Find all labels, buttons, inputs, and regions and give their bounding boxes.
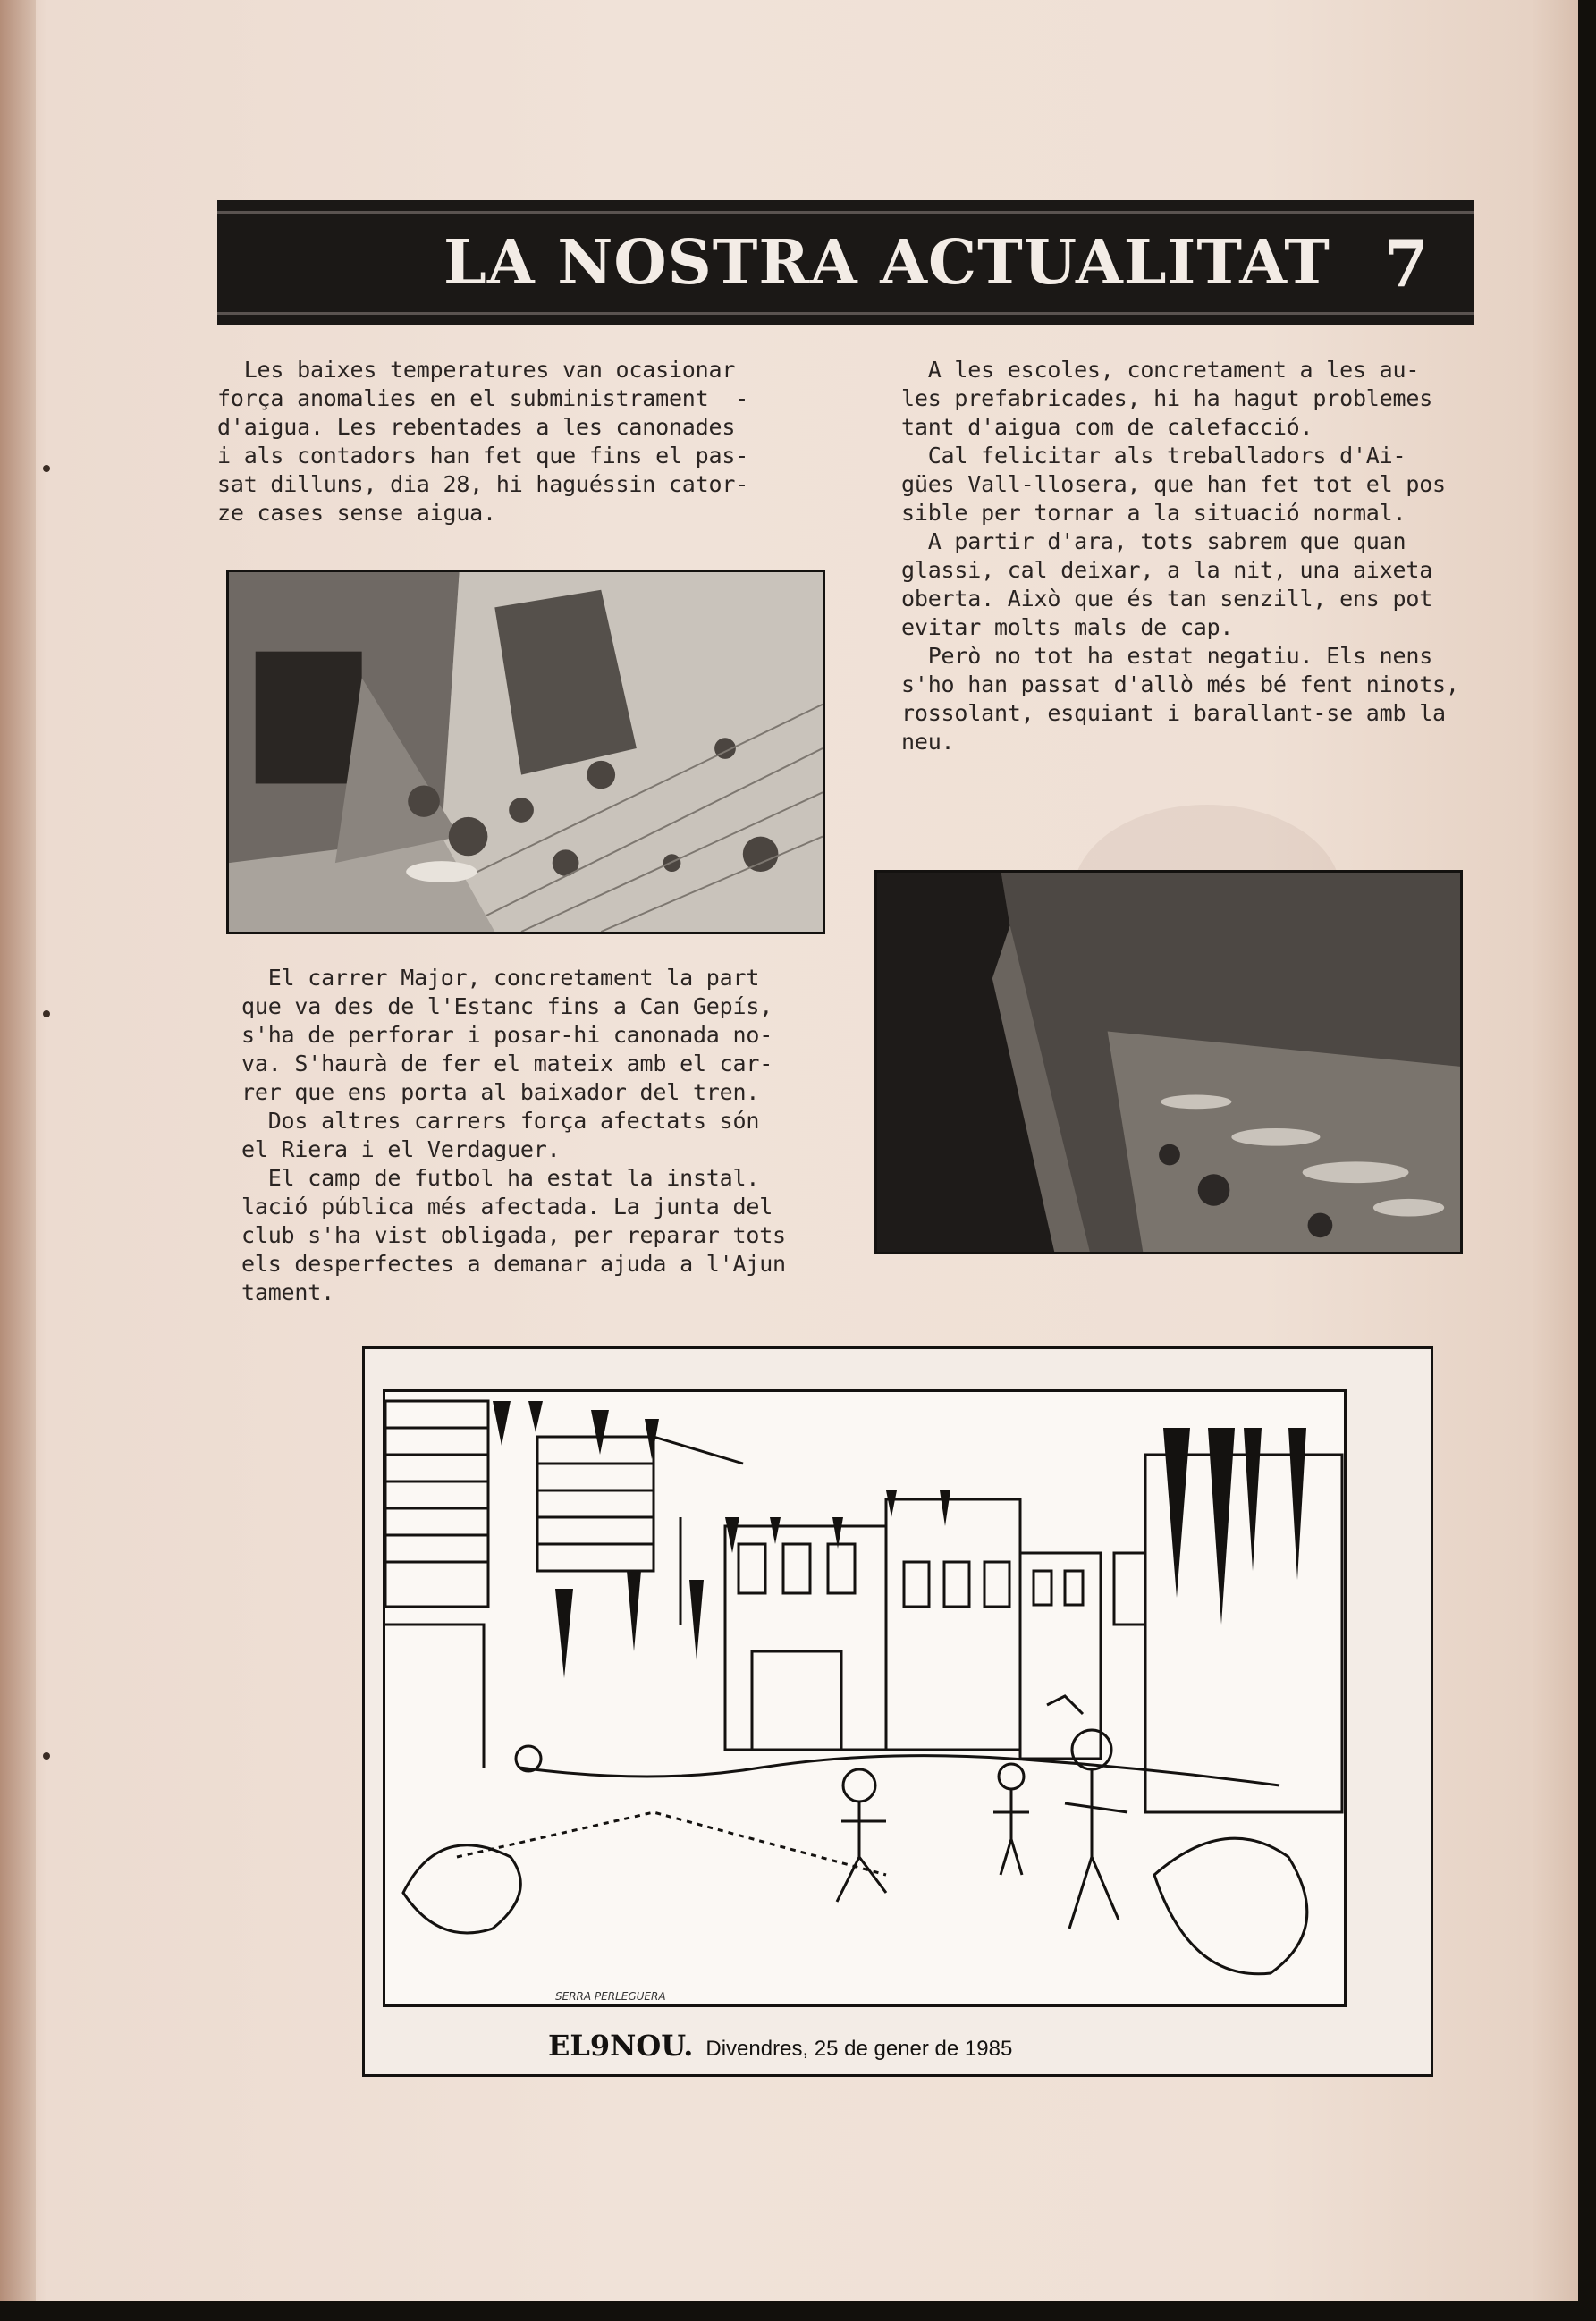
newspaper-logo: EL9NOU.: [548, 2029, 694, 2063]
page-number: 7: [1383, 224, 1429, 301]
photo-broken-pavement: [226, 570, 825, 934]
article-paragraph-left-1: Les baixes temperatures van ocasionar força anomalies en el subministrament - d'aigua. Les rebentades a les canonades i als contadors han fet que fins el pas- sat dilluns, dia 28, hi haguéssin cator- ze cases sense aigua.: [217, 357, 749, 526]
cartoon-credit: [548, 2029, 1012, 2063]
binding-hole: [43, 465, 50, 472]
binding-hole: [43, 1752, 50, 1760]
section-title: LA NOSTRA ACTUALITAT: [443, 227, 1330, 299]
article-paragraph-left-2: El carrer Major, concretament la part que va des de l'Estanc fins a Can Gepís, s'ha de perforar i posar-hi canonada no- va. S'haurà de fer el mateix amb el car- rer que ens porta al baixador del tren. Dos altres carrers força afectats són el Riera i el Verdaguer. El camp de futbol ha estat la instal. lació pública més afectada. La junta del club s'ha vist obligada, per reparar tots els desperfectes a demanar ajuda a l'Ajun tament.: [241, 965, 786, 1305]
cartoonist-signature: SERRA PERLEGUERA: [555, 1990, 666, 2003]
scan-border-right: [1578, 0, 1596, 2321]
publication-date: Divendres, 25 de gener de 1985: [705, 2037, 1013, 2061]
cartoon-drawing: [383, 1389, 1347, 2007]
header-rule: [217, 312, 1474, 315]
scan-border-bottom: [0, 2301, 1596, 2321]
cartoon-panel: [362, 1346, 1433, 2077]
section-header: [217, 200, 1474, 325]
header-rule: [217, 211, 1474, 214]
binding-edge: [0, 0, 36, 2321]
photo-icy-street: [874, 870, 1463, 1254]
article-paragraph-right-1: A les escoles, concretament a les au- les prefabricades, hi ha hagut problemes tant d'aigua com de calefacció. Cal felicitar als treballadors d'Ai- gües Vall-llosera, que han fet tot el pos sible per tornar a la situació normal. A partir d'ara, tots sabrem que quan glassi, cal deixar, a la nit, una aixeta oberta. Això que és tan senzill, ens pot evitar molts mals de cap. Però no tot ha estat negatiu. Els nens s'ho han passat d'allò més bé fent ninots, rossolant, esquiant i barallant-se amb la neu.: [901, 357, 1459, 755]
binding-hole: [43, 1010, 50, 1017]
